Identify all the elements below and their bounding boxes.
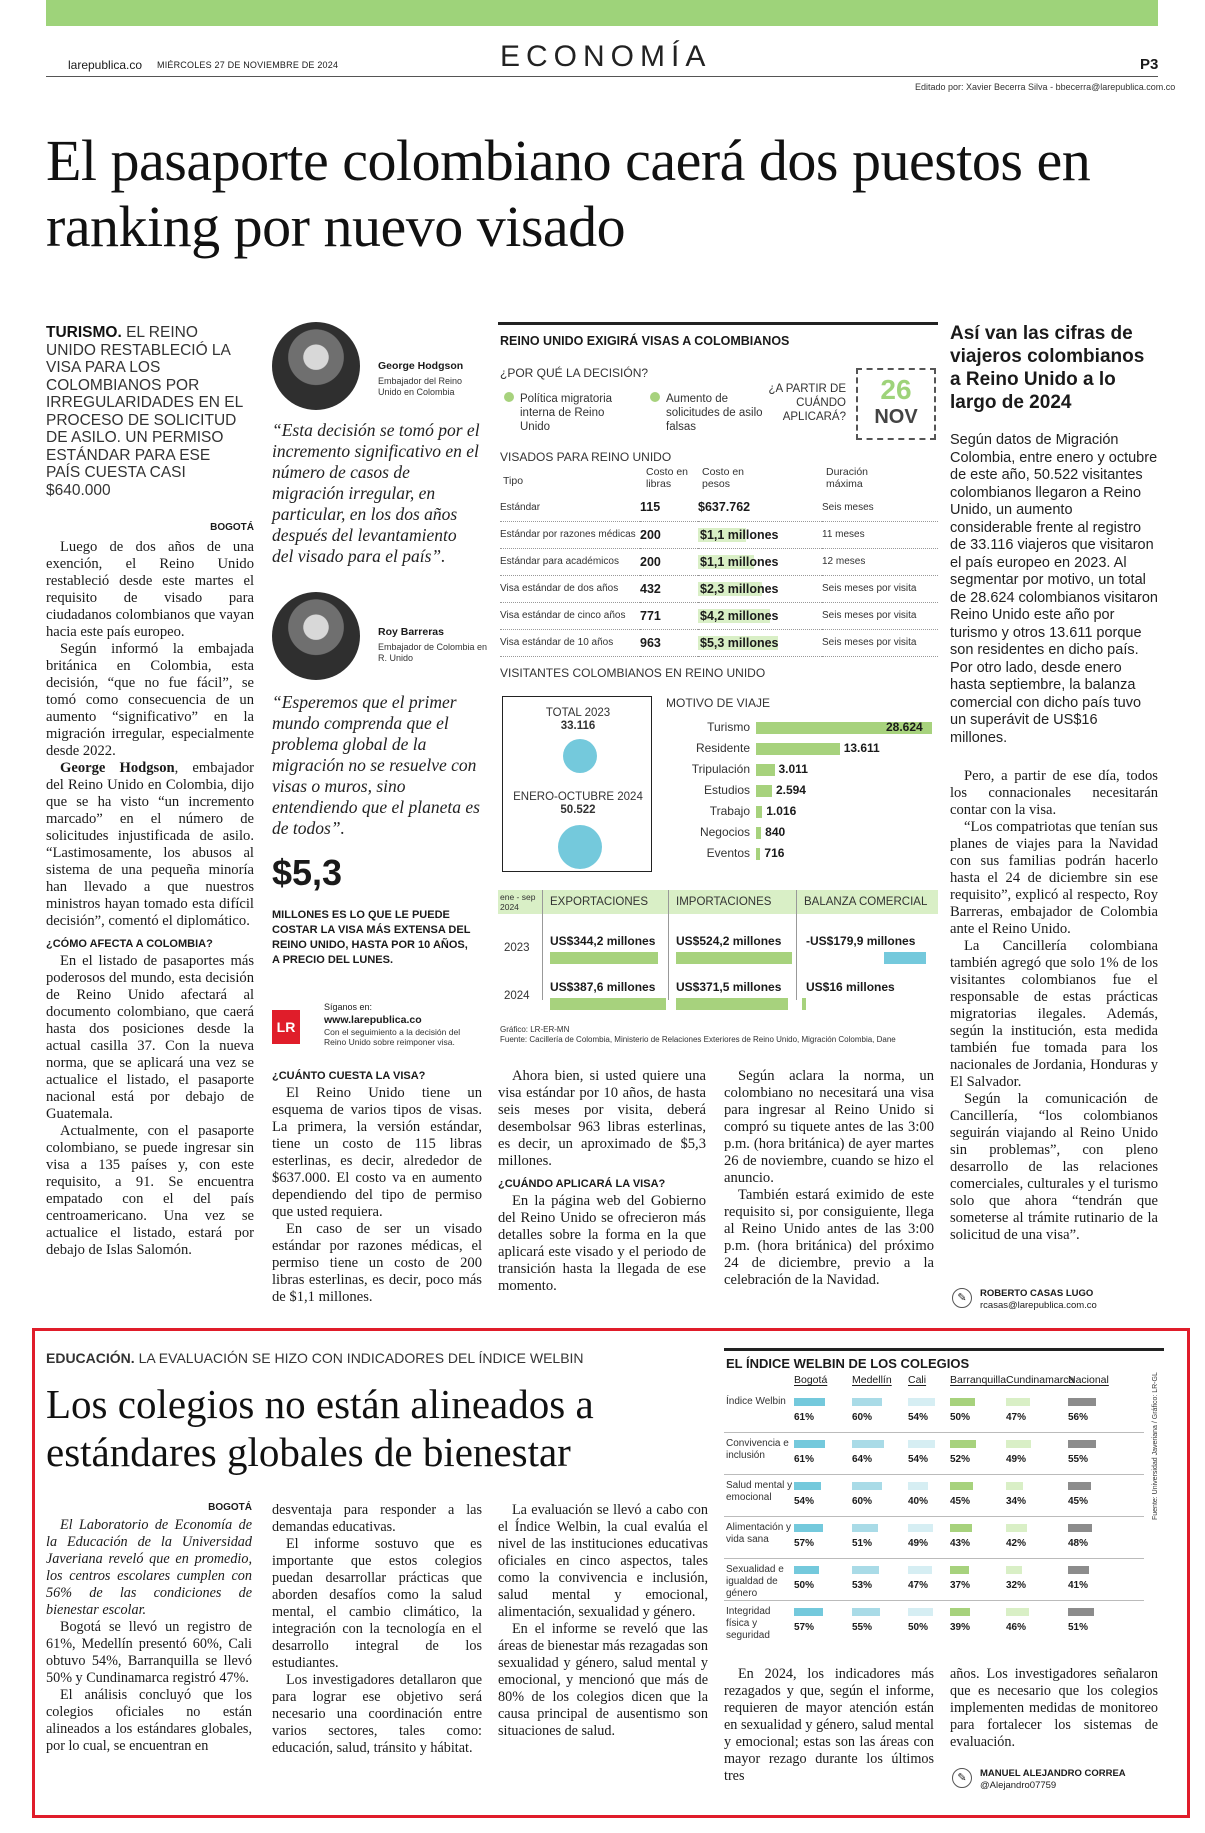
total-2024-value: 50.522 (560, 804, 596, 816)
exports-2023: US$344,2 millones (550, 934, 656, 948)
exports-2024-bar (550, 998, 666, 1010)
edu-column-2 (272, 1502, 482, 1757)
trade-year-2023: 2023 (504, 942, 530, 954)
welbin-value-label: 54% (908, 1412, 929, 1423)
top-color-bar (46, 0, 1158, 26)
col-header-pesos: Costo en pesos (702, 466, 745, 490)
welbin-value-label: 61% (794, 1454, 815, 1465)
editor-credit: Editado por: Xavier Becerra Silva - bbecerra@larepublica.com.co (915, 82, 1176, 92)
welbin-value-label: 34% (1006, 1496, 1027, 1507)
edu-lead-tag: EDUCACIÓN. (46, 1350, 135, 1366)
trade-divider (542, 890, 543, 1000)
exports-2024: US$387,6 millones (550, 980, 656, 994)
welbin-value-label: 40% (908, 1496, 929, 1507)
welbin-value-label: 43% (950, 1538, 971, 1549)
person-2-role: Embajador de Colombia en R. Unido (378, 642, 488, 663)
paragraph: Actualmente, con el pasaporte colombiano, se puede ingresar sin visa a 135 países y, con este requisito, a 91. Se encuentra empatado con el del país centroamericano. Una vez se actualice el listado, estará por debajo de Islas Salomón. (46, 1123, 254, 1258)
when-month: NOV (874, 406, 918, 428)
motivo-category-label: Trabajo (709, 804, 750, 818)
visa-cost-pounds: 200 (640, 548, 698, 575)
motivo-category-label: Turismo (707, 720, 750, 734)
welbin-series-header: Barranquilla (950, 1374, 1007, 1386)
article-column-2 (272, 1068, 482, 1306)
author-2-handle[interactable]: @Alejandro07759 (980, 1780, 1057, 1791)
author-2 (980, 1768, 1126, 1792)
welbin-bar (1068, 1566, 1089, 1574)
welbin-bar (908, 1398, 935, 1406)
welbin-bar (852, 1440, 884, 1448)
welbin-bar (1006, 1524, 1027, 1532)
welbin-value-label: 61% (794, 1412, 815, 1423)
visa-row (500, 494, 938, 521)
imports-2024-bar (676, 998, 788, 1010)
subheading: ¿CUÁNTO CUESTA LA VISA? (272, 1070, 426, 1082)
visa-type: Visa estándar de 10 años (500, 629, 640, 656)
welbin-bar (794, 1398, 825, 1406)
visa-cost-highlight: $2,3 millones (700, 581, 779, 596)
graphic-source: Fuente: Cacillería de Colombia, Ministerio de Relaciones Exteriores de Reino Unido, Migración Colombia, Dane (500, 1035, 896, 1044)
visa-cost-highlight: $4,2 millones (700, 608, 779, 623)
edu-lead-text: LA EVALUACIÓN SE HIZO CON INDICADORES DEL ÍNDICE WELBIN (138, 1350, 584, 1366)
visa-row (500, 575, 938, 602)
header-divider (46, 76, 1158, 77)
welbin-value-label: 54% (908, 1454, 929, 1465)
welbin-bar (950, 1398, 975, 1406)
welbin-bar (794, 1440, 825, 1448)
check-icon (650, 392, 660, 402)
welbin-series-header: Medellín (852, 1374, 892, 1386)
welbin-bar (908, 1524, 933, 1532)
visa-cost-highlight: $5,3 millones (700, 635, 779, 650)
follow-box (272, 1002, 482, 1054)
sidebar-paragraph-1: Según datos de Migración Colombia, entre enero y octubre de este año, 50.522 visitantes colombianos llegaron a Reino Unido, un aumento considerable frente al registro de 33.116 viajeros que visitaron el país europeo en 2023. Al segmentar por motivo, un total de 28.624 colombianos visitaron Reino Unido este año por turismo y otros 13.611 porque son residentes en dicho país. Por otro lado, desde enero hasta septiembre, la balanza comercial con dicho país tuvo un superávit de US$16 millones. (950, 432, 1158, 746)
person-2-name: Roy Barreras (378, 626, 444, 638)
col-header-duration: Duración máxima (826, 466, 869, 490)
motivo-category-label: Negocios (699, 825, 750, 839)
person-1-role: Embajador del Reino Unido en Colombia (378, 376, 463, 397)
welbin-value-label: 51% (852, 1538, 873, 1549)
welbin-value-label: 47% (1006, 1412, 1027, 1423)
why-reason-1: Política migratoria interna de Reino Unido (520, 393, 613, 433)
roy-barreras-photo (272, 592, 360, 680)
welbin-category-label: Convivencia e inclusión (726, 1438, 789, 1461)
balance-2024-bar (802, 998, 806, 1010)
welbin-value-label: 56% (1068, 1412, 1089, 1423)
welbin-bar (1068, 1398, 1096, 1406)
trade-table (498, 890, 938, 1010)
welbin-bar (1006, 1566, 1022, 1574)
page-number: P3 (1140, 56, 1159, 73)
welbin-value-label: 60% (852, 1412, 873, 1423)
welbin-value-label: 50% (908, 1622, 929, 1633)
total-2024-label: ENERO-OCTUBRE 2024 (513, 791, 643, 803)
visa-cost-highlight: $1,1 millones (700, 554, 779, 569)
welbin-series-header: Nacional (1068, 1374, 1109, 1386)
visa-cost-pounds: 963 (640, 629, 698, 656)
motivo-value-label: 28.624 (886, 720, 923, 734)
paragraph: Según aclara la norma, un colombiano no necesitará una visa para ingresar al Reino Unido si compró su tiquete antes de las 3:00 p.m. (hora británica) de ayer martes 26 de noviembre, cuando se hizo el anuncio. (724, 1068, 934, 1186)
quote-2: “Esperemos que el primer mundo comprenda que el problema global de la migración no se resuelve con visas o muros, sino entendiendo que el planeta es de todos”. (272, 692, 480, 838)
paragraph: desventaja para responder a las demandas educativas. (272, 1502, 482, 1535)
visas-title: VISADOS PARA REINO UNIDO (500, 450, 672, 464)
welbin-bar (852, 1482, 882, 1490)
visa-type: Visa estándar de dos años (500, 575, 640, 602)
paragraph: En 2024, los indicadores más rezagados y que, según el informe, requieren de mayor atención están en sexualidad y género, salud mental y emocional; estas son las áreas con mayor rezago durante los últimos tres (724, 1666, 934, 1784)
welbin-bar (852, 1608, 880, 1616)
dateline-city: BOGOTÁ (208, 1502, 252, 1513)
total-2023-circle (563, 739, 597, 773)
paragraph: Pero, a partir de ese día, todos los connacionales necesitarán contar con la visa. (950, 768, 1158, 818)
welbin-value-label: 37% (950, 1580, 971, 1591)
george-hodgson-photo (272, 322, 360, 410)
paragraph: Los investigadores detallaron que para lograr ese objetivo será necesario una coordinación entre varios sectores, tales como: educación, salud, tránsito y hábitat. (272, 1672, 482, 1756)
paragraph: años. Los investigadores señalaron que es necesario que los colegios implementen medidas de monitoreo para fortalecer los sistemas de evaluación. (950, 1666, 1158, 1750)
subheading: ¿CUÁNDO APLICARÁ LA VISA? (498, 1178, 666, 1190)
edu-headline: Los colegios no están alineados a estándares globales de bienestar (46, 1381, 594, 1475)
subheading: ¿CÓMO AFECTA A COLOMBIA? (46, 938, 213, 950)
trade-year-2024: 2024 (504, 990, 530, 1002)
imports-2023-bar (676, 952, 792, 964)
author-2-name: MANUEL ALEJANDRO CORREA (980, 1768, 1126, 1779)
welbin-bar (1068, 1524, 1092, 1532)
follow-text: Con el seguimiento a la decisión del Reino Unido sobre reimponer visa. (324, 1027, 461, 1047)
visas-table (500, 494, 938, 657)
motivo-category-label: Residente (695, 741, 750, 755)
person-1-caption (378, 360, 488, 398)
welbin-bar (1006, 1440, 1031, 1448)
motivo-category-label: Tripulación (691, 762, 750, 776)
visa-cost-highlight: $1,1 millones (700, 527, 779, 542)
welbin-bar (950, 1566, 969, 1574)
welbin-category-label: Integridad física y seguridad (726, 1606, 771, 1641)
welbin-row-divider (724, 1474, 1144, 1475)
motivo-category-label: Eventos (706, 846, 750, 860)
welbin-title: EL ÍNDICE WELBIN DE LOS COLEGIOS (726, 1356, 970, 1371)
paragraph: El informe sostuvo que es importante que estos colegios puedan desarrollar prácticas que aborden desafíos como la salud mental, el cambio climático, la integración con la tecnología en el desarrollo integral de los estudiantes. (272, 1536, 482, 1671)
balance-2023: -US$179,9 millones (806, 934, 916, 948)
welbin-value-label: 48% (1068, 1538, 1089, 1549)
visa-cost-pounds: 200 (640, 521, 698, 548)
author-1-name: ROBERTO CASAS LUGO (980, 1288, 1094, 1299)
visa-cost-pesos: $637.762 (698, 494, 822, 521)
motivo-value-label: 1.016 (766, 804, 797, 818)
person-name-inline: George Hodgson (60, 760, 175, 776)
motivo-bar (756, 806, 762, 818)
paragraph: , embajador del Reino Unido en Colombia, dijo que se ha visto “un incremento marcado” en el número de solicitudes injustificada de asilo. “Lastimosamente, los abusos al sistema de una pequeña minoría han llevado a que nuestros ministros hayan tomado esta difícil decisión”, comentó el diplomático. (46, 760, 255, 929)
dateline-city: BOGOTÁ (210, 522, 254, 533)
visa-duration: Seis meses por visita (822, 629, 938, 656)
welbin-bar (852, 1524, 878, 1532)
welbin-bar (1006, 1482, 1023, 1490)
sidebar-body (950, 768, 1158, 1244)
paragraph: En el listado de pasaportes más poderosos del mundo, esta decisión de Reino Unido afectará al documento colombiano, que caerá hasta dos posiciones desde la actual casilla 37. Con la nueva norma, que se aplicará una vez se actualice el listado, el pasaporte nacional está por debajo de Guatemala. (46, 953, 254, 1122)
welbin-bar (908, 1608, 933, 1616)
total-2024-circle (558, 825, 602, 869)
main-headline: El pasaporte colombiano caerá dos puestos en ranking por nuevo visado (46, 128, 1091, 259)
welbin-category-label: Salud mental y emocional (726, 1480, 793, 1503)
welbin-value-label: 50% (794, 1580, 815, 1591)
paragraph: La evaluación se llevó a cabo con el Índice Welbin, la cual evalúa el nivel de las instituciones educativas oficiales en cinco aspectos, tales como la convivencia e inclusión, salud mental y emocional, alimentación, sexualidad y género. (498, 1502, 708, 1620)
paragraph: También estará eximido de este requisito si, por consiguiente, llega al Reino Unido antes de las 3:00 p.m. (hora británica) del próximo 24 de diciembre, previo a la celebración de la Navidad. (724, 1187, 934, 1288)
visa-cost-pesos (698, 629, 822, 656)
welbin-value-label: 49% (1006, 1454, 1027, 1465)
welbin-row-divider (724, 1432, 1144, 1433)
welbin-value-label: 52% (950, 1454, 971, 1465)
welbin-value-label: 51% (1068, 1622, 1089, 1633)
motivo-chart (660, 712, 940, 878)
graphic-top-rule (498, 322, 938, 325)
welbin-bar (950, 1440, 976, 1448)
welbin-row-divider (724, 1600, 1144, 1601)
col-header-pounds: Costo en libras (646, 466, 689, 490)
welbin-source: Fuente: Universidad Javeriana / Gráfico: LR-GL (1152, 1372, 1159, 1520)
exports-2023-bar (550, 952, 658, 964)
welbin-bar (794, 1608, 823, 1616)
welbin-value-label: 57% (794, 1538, 815, 1549)
edu-column-4 (724, 1666, 934, 1785)
issue-date: MIÉRCOLES 27 DE NOVIEMBRE DE 2024 (157, 60, 339, 70)
visa-type: Estándar por razones médicas (500, 521, 640, 548)
motivo-value-label: 2.594 (775, 783, 806, 797)
visa-duration: 12 meses (822, 548, 938, 575)
paragraph: Bogotá se llevó un registro de 61%, Medellín presentó 60%, Cali obtuvo 54%, Barranquilla se llevó 50% y Cundinamarca registró 47%. (46, 1619, 252, 1686)
author-icon: ✎ (952, 1288, 972, 1308)
imports-2023: US$524,2 millones (676, 934, 782, 948)
welbin-value-label: 55% (852, 1622, 873, 1633)
lead-text: EL REINO UNIDO RESTABLECIÓ LA VISA PARA LOS COLOMBIANOS POR IRREGULARIDADES EN EL PROCESO DE SOLICITUD DE ASILO. UN PERMISO ESTÁNDAR PARA ESE PAÍS CUESTA CASI $640.000 (46, 324, 243, 499)
visa-type: Estándar para académicos (500, 548, 640, 575)
welbin-bar (1068, 1482, 1091, 1490)
welbin-value-label: 53% (852, 1580, 873, 1591)
visa-row (500, 629, 938, 656)
welbin-value-label: 57% (794, 1622, 815, 1633)
welbin-chart (724, 1372, 1164, 1662)
author-1 (980, 1288, 1097, 1312)
lead-tag: TURISMO. (46, 324, 122, 341)
welbin-category-label: Alimentación y vida sana (726, 1522, 792, 1545)
article-column-4 (724, 1068, 934, 1289)
welbin-bar (908, 1440, 935, 1448)
when-day: 26 (880, 374, 912, 405)
trade-exports-header: EXPORTACIONES (550, 896, 648, 908)
motivo-bar (756, 743, 840, 755)
welbin-row-divider (724, 1516, 1144, 1517)
visitors-totals-box (502, 696, 652, 872)
author-1-email[interactable]: rcasas@larepublica.com.co (980, 1300, 1097, 1311)
welbin-value-label: 55% (1068, 1454, 1089, 1465)
motivo-value-label: 13.611 (843, 741, 880, 755)
visa-cost-pounds: 771 (640, 602, 698, 629)
sidebar-title: Así van las cifras de viajeros colombianos a Reino Unido a lo largo de 2024 (950, 323, 1145, 413)
motivo-value-label: 3.011 (778, 762, 808, 776)
welbin-value-label: 46% (1006, 1622, 1027, 1633)
article-lead (46, 324, 246, 499)
graphic-title: REINO UNIDO EXIGIRÁ VISAS A COLOMBIANOS (500, 334, 790, 348)
motivo-value-label: 716 (764, 846, 785, 860)
date-box (856, 368, 936, 440)
imports-2024: US$371,5 millones (676, 980, 782, 994)
welbin-bar (794, 1482, 821, 1490)
visa-row (500, 521, 938, 548)
paragraph: En el informe se reveló que las áreas de bienestar más rezagadas son sexualidad y género, salud mental y emocional, y mencionó que más de 80% de los colegios dicen que la causa principal de ausentismo son situaciones de salud. (498, 1621, 708, 1739)
author-icon: ✎ (952, 1768, 972, 1788)
visa-duration: Seis meses por visita (822, 575, 938, 602)
welbin-series-header: Cundinamarca (1006, 1374, 1075, 1386)
welbin-bar (950, 1524, 972, 1532)
visa-cost-pesos (698, 548, 822, 575)
welbin-value-label: 32% (1006, 1580, 1027, 1591)
motivo-bar (756, 827, 761, 839)
welbin-value-label: 41% (1068, 1580, 1089, 1591)
paragraph: En la página web del Gobierno del Reino Unido se ofrecieron más detalles sobre la forma en la que aplicará este visado y el periodo de transición hasta la llegada de ese momento. (498, 1193, 706, 1294)
welbin-category-label: Sexualidad e igualdad de género (726, 1564, 784, 1599)
welbin-bar (908, 1482, 928, 1490)
when-label: ¿A PARTIR DE CUÁNDO APLICARÁ? (768, 383, 846, 423)
big-number: $5,3 (272, 852, 343, 893)
balance-2023-bar (884, 952, 926, 964)
welbin-bar (794, 1566, 819, 1574)
visa-cost-pesos (698, 521, 822, 548)
paragraph: Luego de dos años de una exención, el Reino Unido restableció desde este martes el requisito de visado para ciudadanos colombianos que vayan hacia este país europeo. (46, 539, 254, 640)
visa-duration: Seis meses por visita (822, 602, 938, 629)
section-title: ECONOMÍA (500, 40, 712, 73)
welbin-value-label: 42% (1006, 1538, 1027, 1549)
motivo-category-label: Estudios (703, 783, 750, 797)
welbin-value-label: 50% (950, 1412, 971, 1423)
total-2023-value: 33.116 (560, 720, 596, 732)
why-reason-2: Aumento de solicitudes de asilo falsas (666, 393, 763, 433)
paragraph: El análisis concluyó que los colegios oficiales no están alineados a los estándares globales, por lo cual, se encuentran en (46, 1687, 252, 1754)
welbin-bar (1006, 1608, 1029, 1616)
graphic-credit: Gráfico: LR-ER-MN (500, 1025, 570, 1034)
welbin-category-label: Índice Welbin (726, 1396, 786, 1407)
welbin-bar (950, 1608, 970, 1616)
welbin-bar (1068, 1608, 1094, 1616)
welbin-bar (950, 1482, 973, 1490)
col-header-type: Tipo (503, 475, 524, 487)
welbin-bar (1068, 1440, 1096, 1448)
paragraph: La Cancillería colombiana también agregó que solo 1% de los visitantes colombianos fue el responsable de estas prácticas migratorias ilegales. Además, según la institución, esta medida también fue tomada para los nacionales de Jordania, Honduras y El Salvador. (950, 938, 1158, 1090)
trade-divider (796, 890, 797, 1000)
trade-divider (668, 890, 669, 1000)
welbin-bar (908, 1566, 932, 1574)
welbin-bar (1006, 1398, 1030, 1406)
welbin-bar (794, 1524, 823, 1532)
big-number-caption: MILLONES ES LO QUE LE PUEDE COSTAR LA VISA MÁS EXTENSA DEL REINO UNIDO, HASTA POR 10 AÑOS, A PRECIO DEL LUNES. (272, 909, 471, 966)
follow-label: Síganos en: (324, 1002, 373, 1012)
welbin-row-divider (724, 1558, 1144, 1559)
welbin-value-label: 47% (908, 1580, 929, 1591)
paragraph: El Laboratorio de Economía de la Educación de la Universidad Javeriana reveló que en promedio, los centros escolares cumplen con 56% de las condiciones de bienestar escolar. (46, 1517, 252, 1618)
visa-cost-pesos (698, 602, 822, 629)
why-title: ¿POR QUÉ LA DECISIÓN? (500, 366, 649, 380)
trade-imports-header: IMPORTACIONES (676, 896, 772, 908)
paragraph: El Reino Unido tiene un esquema de varios tipos de visas. La primera, la versión estándar, tiene un costo de 115 libras esterlinas, es decir, alrededor de $637.000. El costo va en aumento dependiendo del tipo de permiso que usted requiera. (272, 1085, 482, 1220)
welbin-value-label: 54% (794, 1496, 815, 1507)
person-1-name: George Hodgson (378, 360, 464, 372)
motivo-title: MOTIVO DE VIAJE (666, 696, 771, 710)
article-column-1 (46, 522, 254, 1259)
paragraph: Según la comunicación de Cancillería, “los colombianos seguirán viajando al Reino Unido sin problemas”, con pleno desarrollo de las relaciones comerciales, culturales y el turismo solo que ahora “tendrán que someterse al trámite rutinario de la solicitud de una visa”. (950, 1091, 1158, 1243)
edu-column-1 (46, 1502, 252, 1755)
paragraph: Según informó la embajada británica en Colombia, esta decisión, “que no fue fácil”, se tomó como consecuencia de un aumento “significativo” en la migración irregular, especialmente desde 2022. (46, 641, 254, 759)
site-name[interactable]: larepublica.co (68, 58, 143, 72)
trade-period: ene - sep 2024 (500, 892, 536, 912)
welbin-value-label: 49% (908, 1538, 929, 1549)
motivo-bar (756, 785, 772, 797)
paragraph: Ahora bien, si usted quiere una visa estándar por 10 años, de hasta seis meses por visita, deberá desembolsar 963 libras esterlinas, es decir, un aproximado de $5,3 millones. (498, 1068, 706, 1169)
visa-duration: 11 meses (822, 521, 938, 548)
visa-row (500, 602, 938, 629)
paragraph: En caso de ser un visado estándar por razones médicas, el permiso tiene un costo de 200 libras esterlinas, es decir, poco más de $1,1 millones. (272, 1221, 482, 1305)
quote-1: “Esta decisión se tomó por el incremento significativo en el número de casos de migración irregular, en particular, en los dos años después del levantamiento del visado para el país”. (272, 420, 480, 566)
trade-balance-header: BALANZA COMERCIAL (804, 896, 928, 908)
edu-column-3 (498, 1502, 708, 1740)
welbin-value-label: 60% (852, 1496, 873, 1507)
welbin-series-header: Cali (908, 1374, 927, 1386)
balance-2024: US$16 millones (806, 980, 895, 994)
paragraph: “Los compatriotas que tenían sus planes de viajes para la Navidad con sus familias podrán hacerlo hasta el 24 de diciembre sin ese requisito”, explicó al respecto, Roy Barreras, embajador de Colombia ante el Reino Unido. (950, 819, 1158, 937)
motivo-bar (756, 848, 760, 860)
welbin-value-label: 64% (852, 1454, 873, 1465)
welbin-bar (852, 1398, 882, 1406)
visa-row (500, 548, 938, 575)
visa-type: Estándar (500, 494, 640, 521)
welbin-value-label: 39% (950, 1622, 971, 1633)
visa-type: Visa estándar de cinco años (500, 602, 640, 629)
welbin-top-rule (724, 1348, 1164, 1351)
visa-duration: Seis meses (822, 494, 938, 521)
visa-cost-pounds: 432 (640, 575, 698, 602)
check-icon (504, 392, 514, 402)
visa-cost-pounds: 115 (640, 494, 698, 521)
motivo-value-label: 840 (765, 825, 786, 839)
person-2-caption (378, 626, 488, 664)
welbin-value-label: 45% (950, 1496, 971, 1507)
welbin-bar (852, 1566, 879, 1574)
welbin-value-label: 45% (1068, 1496, 1089, 1507)
lr-logo: LR (272, 1010, 300, 1044)
edu-column-5 (950, 1666, 1158, 1751)
visa-cost-pesos (698, 575, 822, 602)
welbin-series-header: Bogotá (794, 1374, 828, 1386)
total-2023-label: TOTAL 2023 (545, 707, 611, 719)
article-column-3 (498, 1068, 706, 1295)
follow-link[interactable]: www.larepublica.co (324, 1014, 422, 1026)
motivo-bar (756, 764, 775, 776)
visitors-title: VISITANTES COLOMBIANOS EN REINO UNIDO (500, 666, 766, 680)
edu-lead (46, 1350, 584, 1366)
